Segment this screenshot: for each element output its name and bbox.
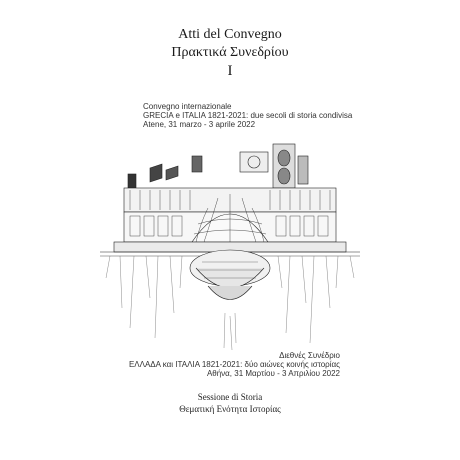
title-block bbox=[0, 26, 460, 80]
title-italian: Atti del Convegno bbox=[178, 27, 282, 42]
floating-palace-illustration bbox=[100, 138, 360, 350]
conference-title: GRECIA e ITALIA 1821-2021: due secoli di storia condivisa bbox=[143, 111, 353, 120]
conference-dates-greek: Αθήνα, 31 Μαρτίου - 3 Απριλίου 2022 bbox=[206, 369, 340, 378]
conference-info-italian bbox=[143, 102, 352, 129]
conference-type-greek: Διεθνές Συνέδριο bbox=[279, 351, 340, 360]
conference-dates: Atene, 31 marzo - 3 aprile 2022 bbox=[143, 120, 256, 129]
title-greek: Πρακτικά Συνεδρίου bbox=[171, 45, 289, 60]
conference-type: Convegno internazionale bbox=[143, 102, 232, 111]
session-italian: Sessione di Storia bbox=[197, 392, 263, 402]
volume-number: I bbox=[227, 63, 233, 79]
conference-title-greek: ΕΛΛΑΔΑ και ΙΤΑΛΙΑ 1821-2021: δύο αιώνες κοινής ιστορίας bbox=[128, 360, 340, 369]
conference-info-greek bbox=[129, 351, 340, 378]
session-block bbox=[0, 391, 460, 415]
session-greek: Θεματική Ενότητα Ιστορίας bbox=[179, 404, 281, 414]
